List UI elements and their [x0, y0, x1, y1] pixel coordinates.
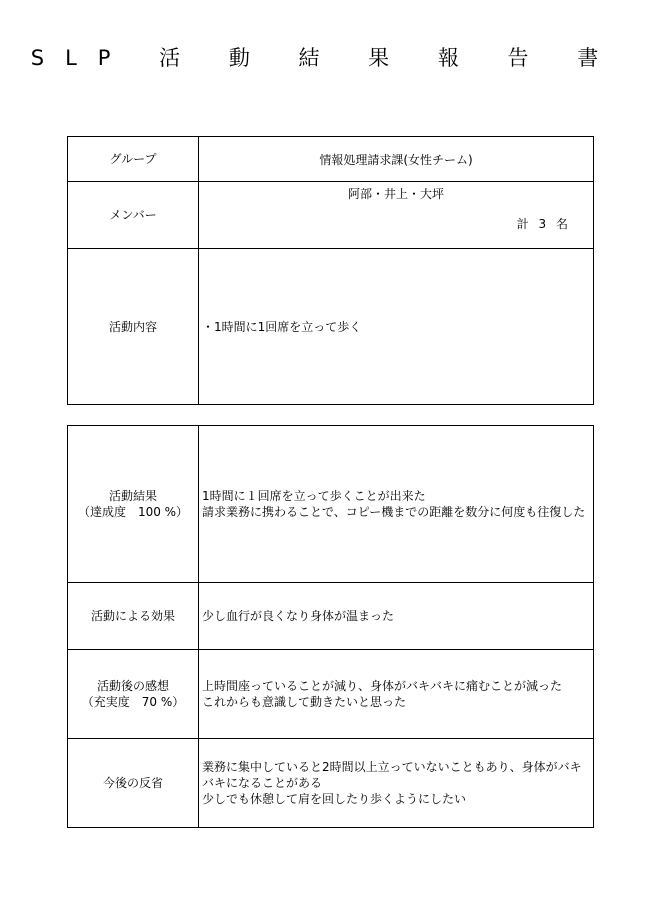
effect-row — [68, 583, 594, 650]
impression-line-1: 上時間座っていることが減り、身体がバキバキに痛むことが減った — [202, 679, 563, 693]
reflection-label: 今後の反省 — [68, 739, 199, 828]
members-count: 計 3 名 — [516, 216, 571, 231]
reflection-row — [68, 739, 594, 828]
reflection-line-3: 少しでも休憩して肩を回したり歩くようにしたい — [202, 792, 467, 806]
members-cell — [199, 182, 594, 249]
reflection-value — [199, 739, 594, 828]
impression-label: 活動後の感想 — [96, 679, 169, 693]
impression-line-2: これからも意識して動きたいと思った — [202, 695, 407, 709]
result-row — [68, 426, 594, 583]
group-row — [68, 137, 594, 182]
result-value — [199, 426, 594, 583]
result-sublabel: （達成度 100 %） — [77, 505, 189, 519]
content-label: 活動内容 — [68, 249, 199, 405]
result-line-2: 請求業務に携わることで、コピー機までの距離を数分に何度も往復した — [202, 505, 586, 519]
reflection-line-1: 業務に集中していると2時間以上立っていないこともあり、身体がバキ — [202, 760, 582, 774]
members-label: メンバー — [68, 182, 199, 249]
reflection-line-2: バキになることがある — [202, 776, 323, 790]
impression-row — [68, 650, 594, 739]
result-label-cell — [68, 426, 199, 583]
info-table — [67, 136, 594, 405]
effect-value: 少し血行が良くなり身体が温まった — [199, 583, 594, 650]
impression-sublabel: （充実度 70 %） — [81, 695, 185, 709]
content-value: ・1時間に1回席を立って歩く — [199, 249, 594, 405]
impression-value — [199, 650, 594, 739]
document-title-text: SLP 活 動 結 果 報 告 書 — [30, 46, 620, 70]
group-value: 情報処理請求課(女性チーム) — [199, 137, 594, 182]
result-label: 活動結果 — [108, 489, 157, 503]
result-line-1: 1時間に１回席を立って歩くことが出来た — [202, 489, 426, 503]
group-label: グループ — [68, 137, 199, 182]
members-names: 阿部・井上・大坪 — [347, 186, 444, 201]
content-row — [68, 249, 594, 405]
result-table — [67, 425, 594, 828]
effect-label: 活動による効果 — [68, 583, 199, 650]
impression-label-cell — [68, 650, 199, 739]
members-row — [68, 182, 594, 249]
document-title — [0, 42, 650, 72]
